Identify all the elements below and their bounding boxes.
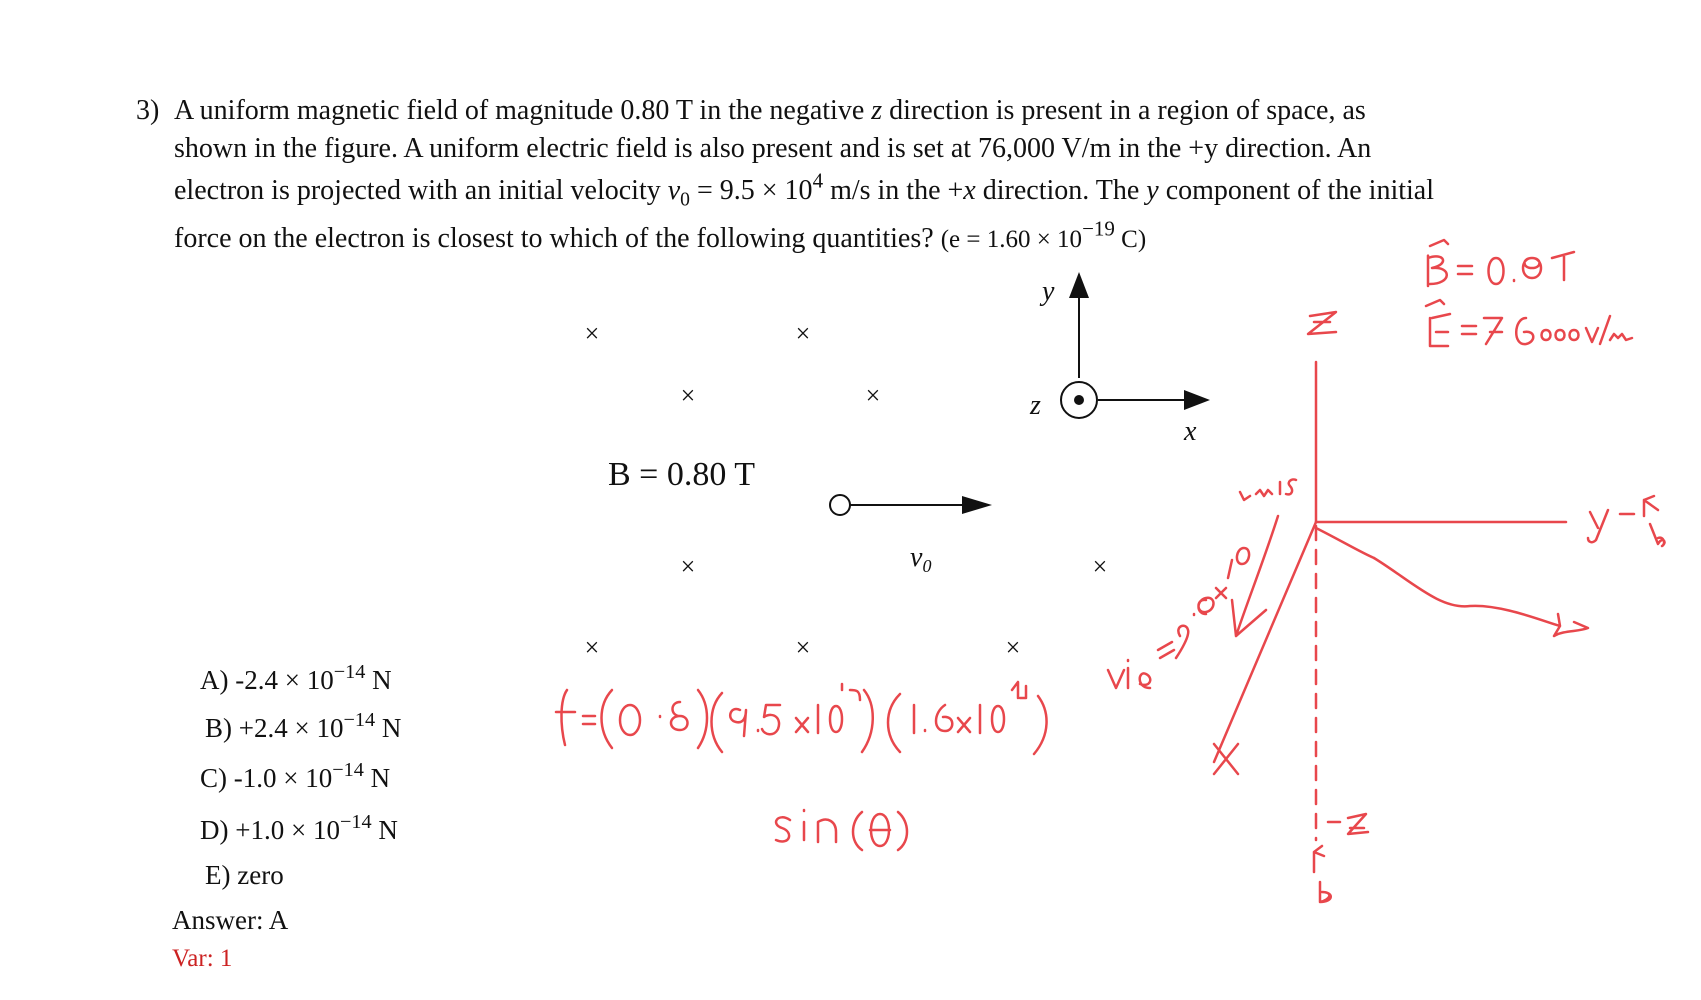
handwriting-charge-term bbox=[888, 682, 1047, 754]
handwriting-vie bbox=[1108, 660, 1150, 688]
handwriting-z-label bbox=[1308, 312, 1336, 334]
field-cross: × bbox=[680, 381, 696, 410]
field-cross: × bbox=[584, 319, 600, 348]
x-axis-label: x bbox=[1184, 416, 1197, 447]
handwriting-sin-theta bbox=[776, 810, 907, 850]
z-axis-dot bbox=[1074, 395, 1084, 405]
velocity-label: $v_0$ bbox=[910, 542, 932, 576]
field-cross: × bbox=[795, 633, 811, 662]
field-cross: × bbox=[795, 319, 811, 348]
sketch-x-cross bbox=[1214, 744, 1238, 774]
handwriting-e-vector-right bbox=[1644, 496, 1665, 546]
field-cross: × bbox=[680, 552, 696, 581]
question-line-4: force on the electron is closest to which of the following quantities? ($e = 1.60 \times 10^{-19}$ C) bbox=[174, 216, 1147, 254]
handwriting-zero bbox=[620, 705, 640, 735]
electron-velocity bbox=[830, 495, 992, 576]
handwriting-paren bbox=[602, 690, 613, 748]
choice-a: A) $-2.4 \times 10^{-14}$ N bbox=[200, 660, 392, 695]
question-line-2: shown in the figure. A uniform electric field is also present and is set at 76,000 V/m in the +y direction. An bbox=[174, 133, 1372, 164]
question-line-3: electron is projected with an initial velocity $v_0 = 9.5 \times 10^4$ m/s in the +x direction. The y component of the initial bbox=[174, 168, 1434, 211]
question-line-1: A uniform magnetic field of magnitude 0.80 T in the negative z direction is present in a region of space, as bbox=[174, 95, 1366, 126]
handwriting-arrow-down-left bbox=[1232, 516, 1278, 636]
variant-label: Var: 1 bbox=[172, 945, 233, 972]
handwriting-f bbox=[556, 690, 595, 745]
sketch-curve bbox=[1374, 558, 1588, 636]
electron-circle bbox=[830, 495, 850, 515]
handwriting-y-label bbox=[1588, 510, 1634, 542]
handwritten-annotations bbox=[556, 240, 1665, 902]
choice-b: $B) +2.4 \times 10^{-14}$ N bbox=[205, 708, 402, 743]
choice-d: $D) +1.0 \times 10^{-14}$ N bbox=[200, 810, 398, 845]
field-cross: × bbox=[1092, 552, 1108, 581]
z-axis-label: z bbox=[1030, 390, 1041, 421]
y-axis-label: y bbox=[1042, 276, 1055, 307]
handwriting-point-eight bbox=[660, 690, 707, 748]
handwriting-b-vector-lower bbox=[1314, 846, 1331, 902]
field-cross: × bbox=[1005, 633, 1021, 662]
question-number: 3) bbox=[136, 95, 160, 126]
y-axis-arrowhead bbox=[1069, 272, 1089, 298]
choice-e: E) zero bbox=[205, 860, 284, 890]
handwriting-velocity-term bbox=[712, 684, 873, 752]
velocity-arrowhead bbox=[962, 496, 992, 514]
field-magnitude-label: B = 0.80 T bbox=[608, 456, 756, 493]
sketch-curve-start bbox=[1316, 528, 1374, 558]
choice-c: C) $-1.0 \times 10^{-14}$ N bbox=[200, 758, 391, 793]
field-cross: × bbox=[584, 633, 600, 662]
handwriting-e-value bbox=[1426, 300, 1632, 346]
handwriting-velocity-value bbox=[1158, 548, 1249, 658]
handwriting-negative-z bbox=[1328, 814, 1368, 834]
handwriting-units bbox=[1240, 479, 1296, 500]
field-cross: × bbox=[865, 381, 881, 410]
answer-key: Answer: A bbox=[172, 905, 289, 935]
x-axis-arrowhead bbox=[1184, 390, 1210, 410]
handwriting-b-value bbox=[1428, 240, 1574, 286]
coordinate-axes bbox=[1029, 272, 1210, 447]
